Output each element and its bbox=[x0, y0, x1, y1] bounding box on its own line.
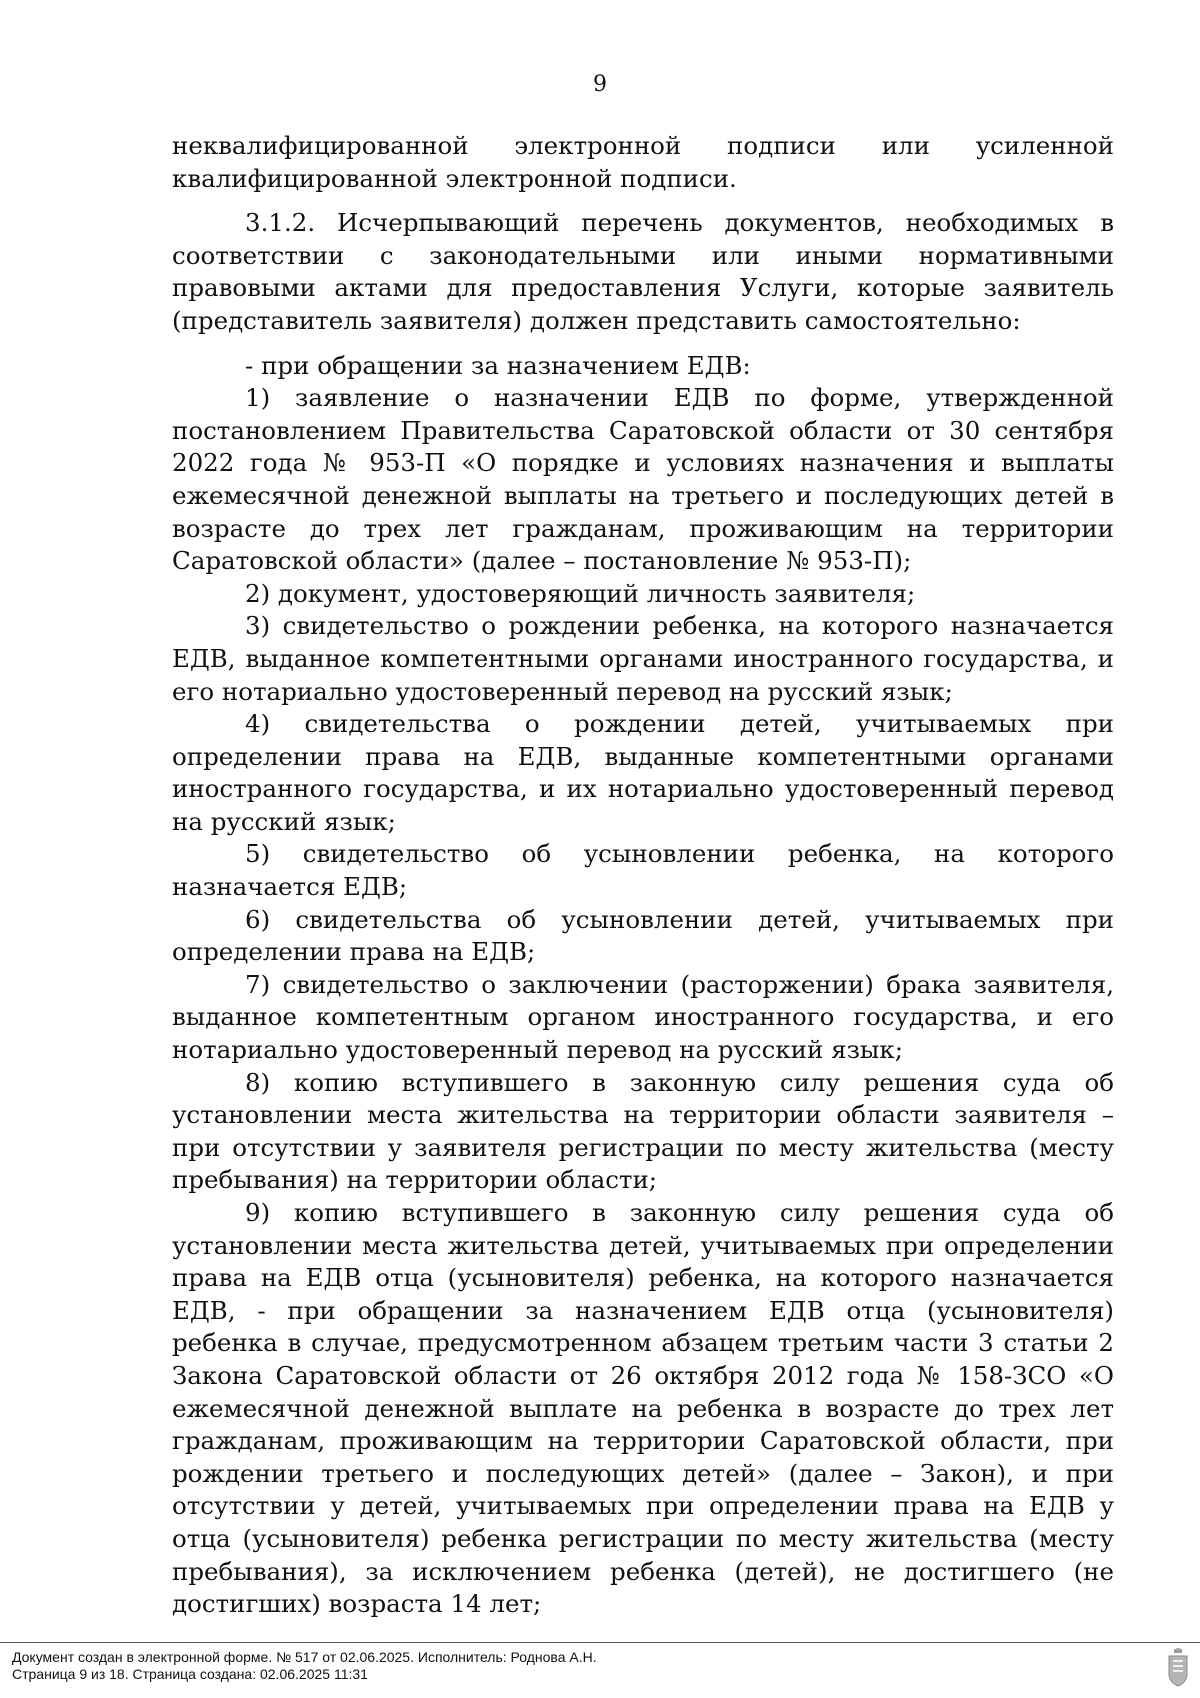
paragraph-signature-continuation: неквалифицированной электронной подписи или усиленной квалифицированной электронной подписи. bbox=[172, 131, 1114, 193]
list-item-6: 6) свидетельства об усыновлении детей, учитываемых при определении права на ЕДВ; bbox=[172, 904, 1114, 967]
list-item-8: 8) копию вступившего в законную силу решения суда об установлении места жительства на территории области заявителя – при отсутствии у заявителя регистрации по месту жительства (месту пребывания) на территории области; bbox=[172, 1067, 1114, 1195]
list-item-2: 2) документ, удостоверяющий личность заявителя; bbox=[245, 578, 916, 608]
footer-line-page-info: Страница 9 из 18. Страница создана: 02.06.2025 11:31 bbox=[12, 1666, 368, 1682]
list-item-9: 9) копию вступившего в законную силу решения суда об установлении места жительства детей, учитываемых при определении права на ЕДВ отца (усыновителя) ребенка, на которого назначается ЕДВ, - при обращении за назначением ЕДВ отца (усыновителя) ребенка в случае, предусмотренном абзацем третьим части 3 статьи 2 Закона Саратовской области от 26 октября 2012 года № 158-ЗСО «О ежемесячной денежной выплате на ребенка в возрасте до трех лет гражданам, проживающим на территории Саратовской области, при рождении третьего и последующих детей» (далее – Закон), и при отсутствии у детей, учитываемых при определении права на ЕДВ у отца (усыновителя) ребенка регистрации по месту жительства (месту пребывания), за исключением ребенка (детей), не достигшего (не достигших) возраста 14 лет; bbox=[172, 1198, 1114, 1619]
document-body bbox=[172, 130, 1114, 1621]
list-item-7: 7) свидетельство о заключении (расторжении) брака заявителя, выданное компетентным органом иностранного государства, и его нотариально удостоверенный перевод на русский язык; bbox=[172, 969, 1114, 1065]
list-item-3: 3) свидетельство о рождении ребенка, на которого назначается ЕДВ, выданное компетентными органами иностранного государства, и его нотариально удостоверенный перевод на русский язык; bbox=[172, 611, 1114, 706]
page-number: 9 bbox=[593, 72, 607, 97]
list-item-5: 5) свидетельство об усыновлении ребенка, на которого назначается ЕДВ; bbox=[172, 839, 1114, 902]
list-item-1: 1) заявление о назначении ЕДВ по форме, утвержденной постановлением Правительства Саратовской области от 30 сентября 2022 года № 953-П «О порядке и условиях назначения и выплаты ежемесячной денежной выплаты на третьего и последующих детей в возрасте до трех лет гражданам, проживающим на территории Саратовской области» (далее – постановление № 953-П); bbox=[172, 383, 1114, 576]
coat-of-arms-icon bbox=[1166, 1648, 1190, 1688]
document-footer bbox=[0, 1642, 1200, 1683]
list-item-4: 4) свидетельства о рождении детей, учитываемых при определении права на ЕДВ, выданные компетентными органами иностранного государства, и их нотариально удостоверенный перевод на русский язык; bbox=[172, 709, 1114, 836]
paragraph-edv-intro: - при обращении за назначением ЕДВ: bbox=[245, 350, 751, 380]
paragraph-3-1-2: 3.1.2. Исчерпывающий перечень документов, необходимых в соответствии с законодательными или иными нормативными правовыми актами для предоставления Услуги, которые заявитель (представитель заявителя) должен представить самостоятельно: bbox=[172, 208, 1114, 335]
footer-line-document-info: Документ создан в электронной форме. № 517 от 02.06.2025. Исполнитель: Роднова А.Н. bbox=[12, 1649, 597, 1665]
